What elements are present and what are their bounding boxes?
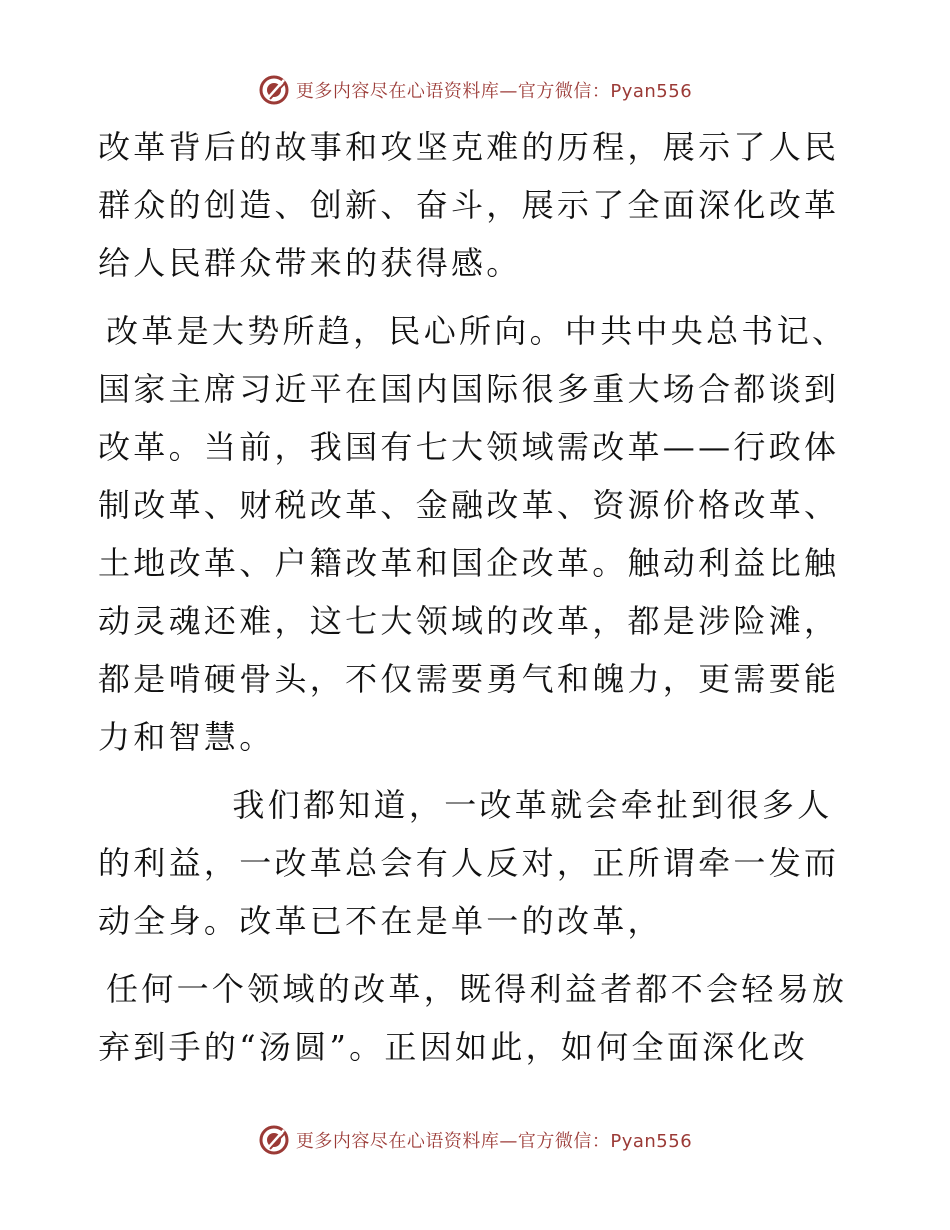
paragraph-1: 改革背后的故事和攻坚克难的历程，展示了人民群众的创造、创新、奋斗，展示了全面深化改革给人民群众带来的获得感。 xyxy=(98,128,840,282)
paragraph-2: 改革是大势所趋，民心所向。中共中央总书记、国家主席习近平在国内国际很多重大场合都谈到改革。当前，我国有七大领域需改革——行政体制改革、财税改革、金融改革、资源价格改革、土地改革、户籍改革和国企改革。触动利益比触动灵魂还难，这七大领域的改革，都是涉险滩，都是啃硬骨头，不仅需要勇气和魄力，更需要能力和智慧。 xyxy=(98,312,848,756)
header-watermark xyxy=(0,70,950,110)
document-body xyxy=(98,118,858,1076)
paragraph-3: 我们都知道，一改革就会牵扯到很多人的利益，一改革总会有人反对，正所谓牵一发而动全身。改革已不在是单一的改革， xyxy=(98,786,840,940)
stamp-seal-icon xyxy=(258,74,290,106)
paragraph-4: 任何一个领域的改革，既得利益者都不会轻易放弃到手的“汤圆”。正因如此，如何全面深化改 xyxy=(98,970,848,1066)
footer-watermark-text: 更多内容尽在心语资料库—官方微信：Pyan556 xyxy=(295,1131,693,1152)
header-watermark-text: 更多内容尽在心语资料库—官方微信：Pyan556 xyxy=(295,81,693,102)
stamp-seal-icon xyxy=(258,1124,290,1156)
footer-watermark xyxy=(0,1120,950,1160)
